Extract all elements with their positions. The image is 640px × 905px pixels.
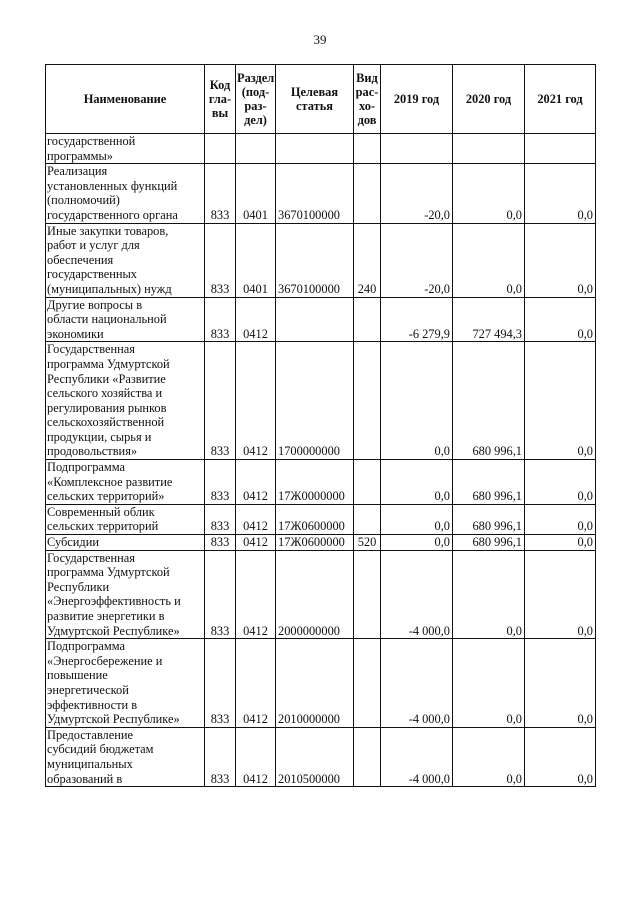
row-type: [354, 297, 381, 342]
row-name: Подпрограмма «Комплексное развитие сельских территорий»: [46, 460, 205, 505]
row-2021: 0,0: [525, 460, 596, 505]
row-2020: 0,0: [453, 639, 525, 728]
row-code: 833: [205, 297, 236, 342]
row-section: 0412: [236, 535, 276, 551]
row-section: 0412: [236, 727, 276, 786]
row-code: 833: [205, 460, 236, 505]
row-2021: 0,0: [525, 504, 596, 534]
row-2019: -6 279,9: [381, 297, 453, 342]
row-name: Иные закупки товаров, работ и услуг для обеспечения государственных (муниципальных) нужд: [46, 223, 205, 297]
row-2019: [381, 134, 453, 164]
row-section: [236, 134, 276, 164]
row-target: 17Ж0600000: [276, 535, 354, 551]
table-body: [46, 134, 596, 787]
row-section: 0412: [236, 550, 276, 639]
row-type: 240: [354, 223, 381, 297]
row-2020: 0,0: [453, 727, 525, 786]
budget-table: [45, 64, 596, 787]
row-name: Подпрограмма «Энергосбережение и повышение энергетической эффективности в Удмуртской Республике»: [46, 639, 205, 728]
table-row: [46, 342, 596, 460]
row-section: 0412: [236, 342, 276, 460]
row-type: [354, 342, 381, 460]
row-section: 0401: [236, 164, 276, 223]
row-target: 2000000000: [276, 550, 354, 639]
row-code: 833: [205, 535, 236, 551]
row-target: [276, 297, 354, 342]
row-2019: 0,0: [381, 460, 453, 505]
page-number: 39: [313, 32, 327, 47]
row-section: 0412: [236, 297, 276, 342]
row-2019: -20,0: [381, 223, 453, 297]
table-row: [46, 550, 596, 639]
row-name: Другие вопросы в области национальной экономики: [46, 297, 205, 342]
row-2021: 0,0: [525, 223, 596, 297]
row-name: Субсидии: [46, 535, 205, 551]
row-type: [354, 164, 381, 223]
row-2021: 0,0: [525, 297, 596, 342]
row-2021: 0,0: [525, 342, 596, 460]
row-2019: 0,0: [381, 342, 453, 460]
table-row: [46, 460, 596, 505]
row-type: [354, 134, 381, 164]
row-section: 0412: [236, 504, 276, 534]
row-target: 2010000000: [276, 639, 354, 728]
header-code: Код гла- вы: [205, 65, 236, 134]
table-row: [46, 134, 596, 164]
table-row: [46, 727, 596, 786]
row-section: 0412: [236, 639, 276, 728]
row-code: 833: [205, 342, 236, 460]
row-2019: -20,0: [381, 164, 453, 223]
table-row: [46, 504, 596, 534]
header-section: Раздел (под- раз- дел): [236, 65, 276, 134]
row-type: [354, 460, 381, 505]
row-type: [354, 504, 381, 534]
row-2019: -4 000,0: [381, 639, 453, 728]
row-2019: 0,0: [381, 535, 453, 551]
table-row: [46, 535, 596, 551]
header-target: Целевая статья: [276, 65, 354, 134]
header-2020: 2020 год: [453, 65, 525, 134]
row-code: 833: [205, 727, 236, 786]
row-section: 0412: [236, 460, 276, 505]
row-code: 833: [205, 164, 236, 223]
row-type: 520: [354, 535, 381, 551]
header-2021: 2021 год: [525, 65, 596, 134]
row-code: 833: [205, 504, 236, 534]
row-code: 833: [205, 639, 236, 728]
row-2021: 0,0: [525, 550, 596, 639]
row-2020: [453, 134, 525, 164]
table-row: [46, 164, 596, 223]
header-type: Вид рас- хо- дов: [354, 65, 381, 134]
row-name: Реализация установленных функций (полномочий) государственного органа: [46, 164, 205, 223]
table-row: [46, 223, 596, 297]
row-2020: 680 996,1: [453, 535, 525, 551]
row-target: [276, 134, 354, 164]
row-2021: 0,0: [525, 727, 596, 786]
header-2019: 2019 год: [381, 65, 453, 134]
row-2020: 0,0: [453, 164, 525, 223]
row-2020: 0,0: [453, 550, 525, 639]
row-type: [354, 639, 381, 728]
row-2020: 680 996,1: [453, 460, 525, 505]
row-2020: 727 494,3: [453, 297, 525, 342]
table-header-row: [46, 65, 596, 134]
row-target: 3670100000: [276, 223, 354, 297]
row-2021: [525, 134, 596, 164]
row-2020: 0,0: [453, 223, 525, 297]
table-row: [46, 297, 596, 342]
row-target: 17Ж0000000: [276, 460, 354, 505]
row-name: Предоставление субсидий бюджетам муниципальных образований в: [46, 727, 205, 786]
row-code: [205, 134, 236, 164]
row-code: 833: [205, 223, 236, 297]
row-type: [354, 727, 381, 786]
row-name: государственной программы»: [46, 134, 205, 164]
row-2019: 0,0: [381, 504, 453, 534]
row-2021: 0,0: [525, 639, 596, 728]
row-name: Государственная программа Удмуртской Республики «Энергоэффективность и развитие энергетики в Удмуртской Республике»: [46, 550, 205, 639]
row-2020: 680 996,1: [453, 342, 525, 460]
row-target: 17Ж0600000: [276, 504, 354, 534]
row-target: 2010500000: [276, 727, 354, 786]
row-type: [354, 550, 381, 639]
row-name: Современный облик сельских территорий: [46, 504, 205, 534]
table-row: [46, 639, 596, 728]
row-2020: 680 996,1: [453, 504, 525, 534]
row-2021: 0,0: [525, 535, 596, 551]
row-target: 3670100000: [276, 164, 354, 223]
row-section: 0401: [236, 223, 276, 297]
row-2019: -4 000,0: [381, 727, 453, 786]
row-target: 1700000000: [276, 342, 354, 460]
row-name: Государственная программа Удмуртской Республики «Развитие сельского хозяйства и регулирования рынков сельскохозяйственной продукции, сырья и продовольствия»: [46, 342, 205, 460]
row-code: 833: [205, 550, 236, 639]
header-name: Наименование: [46, 65, 205, 134]
row-2021: 0,0: [525, 164, 596, 223]
row-2019: -4 000,0: [381, 550, 453, 639]
